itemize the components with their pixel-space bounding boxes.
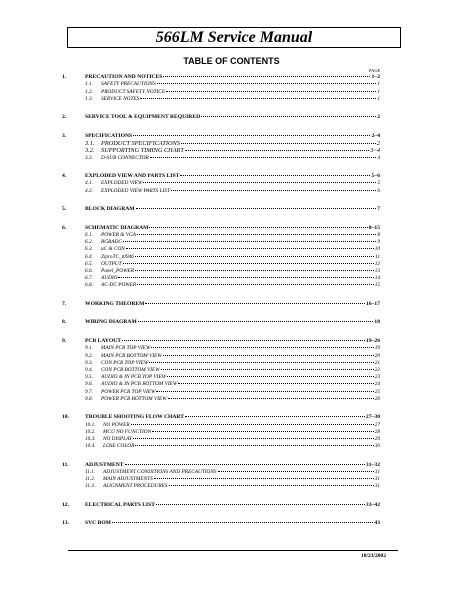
toc-subentry-number: 10.3. (85, 436, 96, 443)
toc-section (62, 173, 380, 195)
toc-subentry-page: 10 (374, 246, 380, 253)
toc-subentry-number: 11.1. (85, 469, 96, 476)
toc-entry (62, 206, 380, 213)
toc-entry (62, 133, 380, 140)
toc-subentry (62, 89, 380, 96)
toc-entry-number: 10. (62, 414, 69, 421)
toc-entry-page: 1~2 (371, 74, 380, 80)
toc-section (62, 206, 380, 213)
dot-leader (161, 369, 374, 370)
toc-entry-title: WIRING DIAGRAM (85, 319, 137, 326)
toc-subentry-title: NO POWER (103, 421, 130, 428)
toc-section (62, 114, 380, 121)
toc-subentry-number: 9.8. (85, 395, 93, 402)
toc-subentry-title: Panel_POWER (101, 268, 134, 275)
toc-subentry (62, 389, 380, 396)
toc-entry-number: 9. (62, 338, 67, 344)
footer-date: 10/23/2002 (361, 553, 387, 559)
toc-subentry (62, 396, 380, 403)
dot-leader (168, 398, 374, 399)
toc-subentry-number: 3.1. (85, 140, 95, 148)
toc-subentry-page: 13 (374, 268, 380, 275)
toc-subentry-number: 9.2. (85, 352, 93, 359)
toc-subentry-number: 4.2. (85, 187, 93, 194)
dot-leader (112, 522, 373, 523)
toc-entry-number: 4. (62, 173, 67, 179)
dot-leader (169, 485, 374, 486)
toc-entry-title: ELECTRICAL PARTS LIST (85, 501, 155, 508)
toc-subentry-title: NO DISPLAY (103, 436, 132, 443)
toc-subentry-title: MAIN ADJUSTMENTS (103, 476, 153, 483)
toc-entry-page: 19~26 (365, 338, 380, 344)
dot-leader (138, 321, 374, 322)
toc-entry-page: 31~32 (365, 461, 380, 468)
toc-subentry-number: 11.3. (85, 483, 96, 490)
toc-subentry-page: 12 (374, 260, 380, 267)
toc-subentry (62, 381, 380, 388)
toc-subentry-number: 6.1. (85, 232, 93, 238)
toc-entry-title: WORKING THEOREM (85, 300, 145, 307)
dot-leader (145, 303, 364, 304)
toc-subentry-number: 6.8. (85, 282, 93, 289)
toc-subentry-title: uC & CON (101, 246, 125, 253)
toc-subentry-page: 31 (374, 476, 380, 483)
toc-subentry-number: 10.2. (85, 428, 96, 435)
toc-subentry-number: 6.5. (85, 260, 93, 267)
toc-subentry-title: SERVICE NOTES (101, 95, 140, 102)
toc-subentry-number: 9.7. (85, 388, 93, 395)
toc-entry-number: 2. (62, 114, 67, 121)
toc-entry-title: SVC BOM (85, 520, 111, 527)
toc-subentry-page: 20 (374, 352, 380, 359)
dot-leader (181, 143, 376, 144)
toc-subentry (62, 246, 380, 253)
toc-entry-page: 16~17 (365, 300, 380, 307)
toc-subentry-number: 6.6. (85, 268, 93, 275)
dot-leader (136, 208, 377, 209)
dot-leader (149, 227, 367, 228)
toc-subentry-title: LOSE COLOR (103, 443, 135, 450)
toc-subentry (62, 140, 380, 147)
toc-subentry (62, 147, 380, 154)
toc-entry-title: SPECIFICATIONS (85, 132, 133, 139)
dot-leader (167, 376, 374, 377)
toc-subentry-number: 4.1. (85, 180, 93, 187)
toc-section (62, 414, 380, 450)
toc-entry (62, 114, 380, 121)
toc-subentry-page: 14 (374, 275, 380, 282)
toc-subentry-title: ALIGNMENT PROCEDURES (103, 483, 168, 490)
toc-subentry-page: 27 (374, 421, 380, 428)
toc-subentry (62, 429, 380, 436)
toc-entry-page: 8~15 (368, 224, 380, 231)
toc-section (62, 338, 380, 403)
dot-leader (137, 234, 376, 235)
toc-subentry (62, 476, 380, 483)
dot-leader (154, 478, 374, 479)
dot-leader (166, 91, 376, 92)
toc-subentry (62, 275, 380, 282)
toc-subentry-number: 10.1. (85, 421, 96, 428)
toc-subentry (62, 155, 380, 162)
toc-subentry-number: 9.4. (85, 367, 93, 374)
toc-subentry-page: 2 (376, 140, 380, 148)
dot-leader (178, 383, 373, 384)
toc-entry-number: 5. (62, 206, 67, 212)
toc-subentry (62, 422, 380, 429)
toc-subentry (62, 96, 380, 103)
toc-subentry-page: 9 (377, 239, 380, 246)
toc-subentry-title: OUTPUT (101, 260, 122, 267)
dot-leader (201, 116, 376, 117)
dot-leader (137, 284, 374, 285)
toc-entry-page: 5~6 (371, 173, 380, 179)
dot-leader (135, 256, 374, 257)
toc-entry-number: 3. (62, 132, 67, 139)
toc-subentry-number: 10.4. (85, 443, 96, 450)
toc-subentry-page: 5 (377, 180, 380, 187)
toc-subentry-page: 30 (374, 443, 380, 450)
toc-entry-title: PRECAUTION AND NOTICES (85, 74, 163, 80)
toc-entry-page: 43 (374, 520, 380, 527)
dot-leader (140, 98, 376, 99)
toc-entry-title: TROUBLE SHOOTING FLOW CHART (85, 414, 185, 421)
toc-subentry-page: 25 (374, 388, 380, 395)
toc-subentry-title: AUDIO (101, 275, 118, 282)
toc-subentry-number: 9.5. (85, 374, 93, 381)
dot-leader (171, 190, 376, 191)
toc-entry (62, 225, 380, 232)
toc-subentry (62, 436, 380, 443)
dot-leader (135, 270, 374, 271)
toc-subentry-title: RGBADC (101, 239, 122, 246)
toc-subentry (62, 353, 380, 360)
toc-subentry (62, 254, 380, 261)
dot-leader (133, 135, 370, 136)
toc-subentry-number: 1.1. (85, 81, 93, 88)
toc-entry (62, 414, 380, 421)
toc-subentry-number: 6.2. (85, 239, 93, 246)
toc-subentry-page: 1 (377, 95, 380, 102)
toc-entry (62, 502, 380, 509)
dot-leader (185, 150, 369, 151)
dot-leader (126, 248, 374, 249)
dot-leader (152, 431, 374, 432)
toc-subentry-number: 9.1. (85, 345, 93, 352)
toc-entry-number: 6. (62, 224, 67, 231)
toc-subentry (62, 232, 380, 239)
toc-entry-number: 8. (62, 319, 67, 326)
toc-subentry (62, 443, 380, 450)
toc-entry-number: 13. (62, 520, 69, 527)
toc-entry-title: SERVICE TOOL & EQUIPMENT REQUIRED (85, 114, 201, 121)
toc-entry-title: SCHEMATIC DIAGRAM (85, 224, 149, 231)
toc-subentry-number: 11.2. (85, 476, 96, 483)
toc-section (62, 301, 380, 308)
toc-subentry-title: AUDIO & IN PCB TOP VIEW (101, 374, 166, 381)
dot-leader (143, 182, 376, 183)
toc-subentry-title: MCU NO FUNCTION (103, 428, 151, 435)
toc-subentry (62, 282, 380, 289)
toc-subentry-number: 3.2. (85, 147, 95, 155)
toc-subentry-number: 1.2. (85, 88, 93, 95)
toc-subentry-page: 8 (377, 232, 380, 238)
toc-subentry (62, 367, 380, 374)
dot-leader (149, 362, 373, 363)
toc-subentry-number: 9.6. (85, 381, 93, 388)
toc-subentry-number: 3.3. (85, 154, 93, 161)
dot-leader (135, 445, 373, 446)
footer-divider (68, 550, 398, 551)
toc-heading: TABLE OF CONTENTS (183, 56, 280, 66)
toc-entry-title: PCB LAYOUT (85, 338, 122, 344)
toc-subentry-page: 11 (375, 253, 380, 260)
toc-entry-page: 18 (374, 319, 380, 326)
dot-leader (123, 263, 374, 264)
toc-subentry-title: POWER PCB TOP VIEW (101, 388, 156, 395)
toc-subentry-page: 15 (374, 282, 380, 289)
toc-subentry-title: ZiproTC_t0946 (101, 253, 134, 260)
dot-leader (156, 504, 365, 505)
toc-section (62, 319, 380, 326)
dot-leader (150, 157, 377, 158)
toc-entry-page: 33~42 (365, 501, 380, 508)
toc-section (62, 74, 380, 103)
toc-section (62, 502, 380, 509)
toc-subentry-number: 6.7. (85, 275, 93, 282)
dot-leader (185, 416, 365, 417)
toc-section (62, 520, 380, 527)
toc-subentry (62, 469, 380, 476)
dot-leader (218, 471, 374, 472)
toc-subentry-page: 28 (374, 428, 380, 435)
toc-subentry-page: 3~4 (370, 147, 380, 155)
dot-leader (118, 277, 373, 278)
toc-entry (62, 74, 380, 81)
toc-subentry (62, 180, 380, 187)
toc-entry-number: 12. (62, 501, 69, 508)
toc-subentry-title: POWER PCB BOTTOM VIEW (101, 395, 167, 402)
toc-section (62, 133, 380, 162)
dot-leader (157, 83, 377, 84)
toc-subentry-title: EXPLODED VIEW PARTS LIST (101, 187, 170, 194)
toc-subentry-page: 1 (377, 81, 380, 88)
toc-subentry-page: 24 (374, 381, 380, 388)
toc-section (62, 462, 380, 491)
toc-subentry-title: PRODUCT SAFETY NOTICE (101, 88, 166, 95)
toc-subentry-page: 31 (374, 483, 380, 490)
toc-subentry-page: 23 (374, 374, 380, 381)
toc-subentry-page: 22 (374, 367, 380, 374)
toc-subentry-page: 19 (374, 345, 380, 352)
toc-subentry (62, 239, 380, 246)
toc-subentry (62, 188, 380, 195)
toc-subentry-title: AC-DC POWER (101, 282, 137, 289)
dot-leader (133, 438, 374, 439)
toc-subentry-page: 31 (374, 469, 380, 476)
dot-leader (156, 391, 373, 392)
toc-subentry-page: 1 (377, 88, 380, 95)
toc-subentry-title: SUPPORTING TIMING CHART (101, 147, 184, 155)
toc-subentry (62, 483, 380, 490)
toc-subentry (62, 261, 380, 268)
toc-entry (62, 301, 380, 308)
toc-entry-number: 11. (62, 461, 69, 468)
toc-subentry-title: MAIN PCB BOTTOM VIEW (101, 352, 162, 359)
page-column-label: PAGE (369, 68, 381, 73)
toc-entry (62, 462, 380, 469)
toc-entry (62, 338, 380, 345)
dot-leader (163, 76, 370, 77)
toc-entry-title: EXPLODED VIEW AND PARTS LIST (85, 173, 180, 179)
toc-subentry-title: ADJUSTMENT CONDITIONS AND PRECAUTIONS (103, 469, 217, 476)
dot-leader (123, 241, 376, 242)
toc-entry (62, 173, 380, 180)
toc-subentry-title: D-SUB CONNECTOR (101, 154, 149, 161)
toc-subentry-number: 9.3. (85, 359, 93, 366)
toc-subentry-title: POWER & VGA (101, 232, 137, 238)
toc-subentry-page: 21 (374, 359, 380, 366)
manual-title: 566LM Service Manual (67, 27, 401, 48)
toc-entry-number: 7. (62, 300, 67, 307)
toc-subentry-number: 6.4. (85, 253, 93, 260)
toc-subentry-page: 26 (374, 395, 380, 402)
toc-subentry-page: 6 (377, 187, 380, 194)
toc-subentry-title: MAIN PCB TOP VIEW (101, 345, 151, 352)
toc-subentry-title: PRODUCT SPECIFICATIONS (101, 140, 180, 148)
dot-leader (122, 340, 365, 341)
dot-leader (180, 175, 370, 176)
toc-subentry (62, 268, 380, 275)
toc-subentry (62, 360, 380, 367)
toc-entry-page: 2 (377, 114, 380, 121)
toc-subentry-page: 4 (377, 154, 380, 161)
dot-leader (125, 464, 365, 465)
toc-subentry-page: 29 (374, 436, 380, 443)
toc-entry-page: 27~30 (365, 414, 380, 421)
toc-subentry-title: EXPLODED VIEW (101, 180, 143, 187)
toc-subentry-number: 6.3. (85, 246, 93, 253)
dot-leader (131, 424, 374, 425)
toc-entry-title: BLOCK DIAGRAM (85, 206, 135, 212)
toc-subentry-title: CON PCB BOTTOM VIEW (101, 367, 160, 374)
toc-entry-title: ADJUSTMENT (85, 461, 124, 468)
toc-subentry-number: 1.3. (85, 95, 93, 102)
toc-subentry-title: AUDIO & IN PCB BOTTOM VIEW (101, 381, 178, 388)
table-of-contents (62, 74, 380, 539)
toc-subentry (62, 345, 380, 352)
toc-entry (62, 520, 380, 527)
toc-subentry (62, 374, 380, 381)
toc-subentry (62, 81, 380, 88)
dot-leader (151, 347, 373, 348)
toc-subentry-title: SAFETY PRECAUTIONS (101, 81, 156, 88)
dot-leader (163, 355, 374, 356)
toc-section (62, 225, 380, 290)
toc-entry-number: 1. (62, 74, 67, 80)
toc-subentry-title: CON PCB TOP VIEW (101, 359, 149, 366)
toc-entry-page: 2~4 (371, 132, 380, 139)
toc-entry (62, 319, 380, 326)
toc-entry-page: 7 (377, 206, 380, 212)
